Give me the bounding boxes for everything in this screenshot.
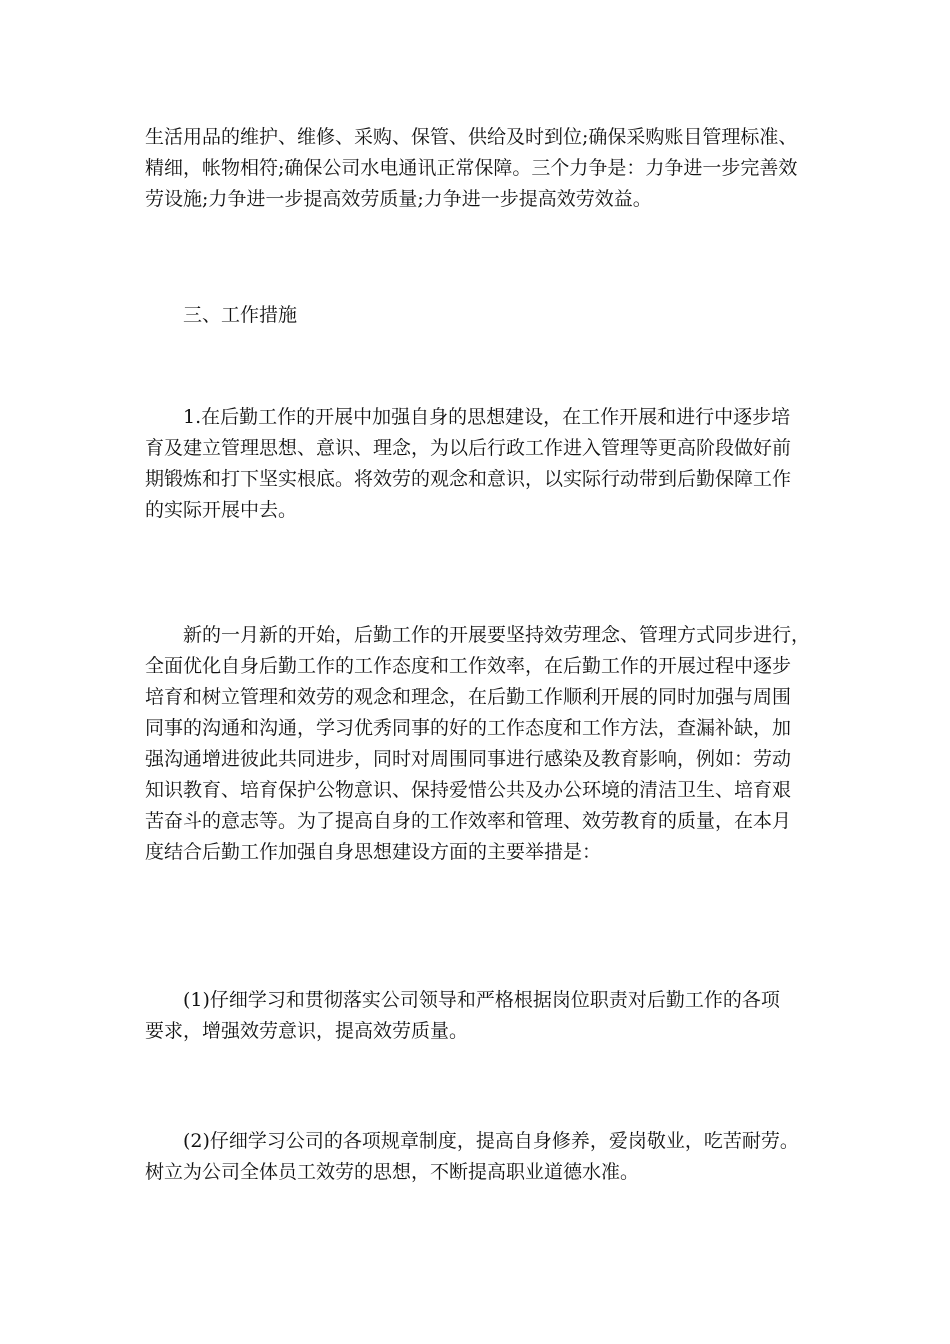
text-line: 1.在后勤工作的开展中加强自身的思想建设，在工作开展和进行中逐步培 [145,406,791,428]
text-line: 新的一月新的开始，后勤工作的开展要坚持效劳理念、管理方式同步进行， [145,624,811,646]
text-line: 期锻炼和打下坚实根底。将效劳的观念和意识，以实际行动带到后勤保障工作 [145,468,792,490]
paragraph-item-1 [145,985,815,1047]
text-line: 要求，增强效劳意识，提高效劳质量。 [145,1020,469,1042]
text-line: 劳设施;力争进一步提高效劳质量;力争进一步提高效劳效益。 [145,188,652,210]
section-heading-work-measures [145,300,815,331]
paragraph-service-goals [145,122,815,215]
heading-line: 三、工作措施 [145,304,298,326]
text-line: 全面优化自身后勤工作的工作态度和工作效率，在后勤工作的开展过程中逐步 [145,655,792,677]
paragraph-item-2 [145,1126,815,1188]
text-line: 同事的沟通和沟通，学习优秀同事的好的工作态度和工作方法，查漏补缺，加 [145,717,792,739]
paragraph-new-month [145,620,815,868]
text-line: (2)仔细学习公司的各项规章制度，提高自身修养，爱岗敬业，吃苦耐劳。 [145,1130,799,1152]
text-line: 生活用品的维护、维修、采购、保管、供给及时到位;确保采购账目管理标准、 [145,126,798,148]
text-line: 强沟通增进彼此共同进步，同时对周围同事进行感染及教育影响，例如：劳动 [145,748,792,770]
text-line: 培育和树立管理和效劳的观念和理念，在后勤工作顺利开展的同时加强与周围 [145,686,792,708]
text-line: 树立为公司全体员工效劳的思想，不断提高职业道德水准。 [145,1161,640,1183]
text-line: 苦奋斗的意志等。为了提高自身的工作效率和管理、效劳教育的质量，在本月 [145,810,792,832]
text-line: 知识教育、培育保护公物意识、保持爱惜公共及办公环境的清洁卫生、培育艰 [145,779,792,801]
paragraph-measure-1 [145,402,815,526]
text-line: 的实际开展中去。 [145,499,298,521]
text-line: 度结合后勤工作加强自身思想建设方面的主要举措是： [145,841,602,863]
text-line: 精细，帐物相符;确保公司水电通讯正常保障。三个力争是：力争进一步完善效 [145,157,798,179]
text-line: 育及建立管理思想、意识、理念，为以后行政工作进入管理等更高阶段做好前 [145,437,792,459]
text-line: (1)仔细学习和贯彻落实公司领导和严格根据岗位职责对后勤工作的各项 [145,989,780,1011]
